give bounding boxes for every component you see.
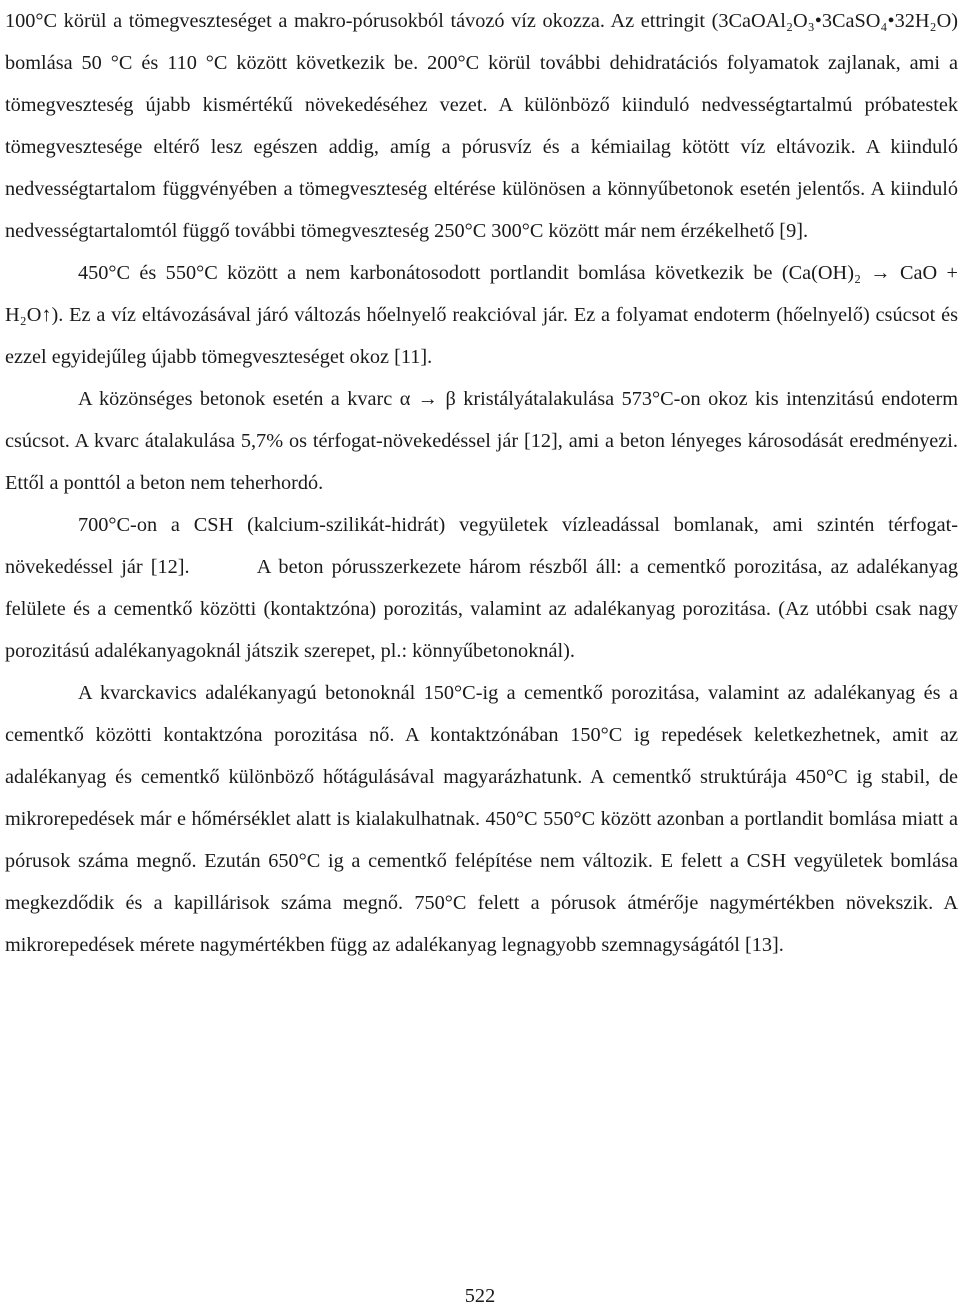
paragraph-2-text: 450°C és 550°C között a nem karbonátosodott portlandit bomlása következik be (Ca(OH)₂ → CaO + H₂O↑). Ez a víz eltávozásával járó változás hőelnyelő reakcióval jár. Ez a folyamat endoterm (hőelnyelő) csúcsot és ezzel egyidejűleg újabb tömegveszteséget okoz [11]. [5, 262, 958, 368]
paragraph-4-text-a: 700°C-on a CSH (kalcium-szilikát-hidrát) vegyületek vízleadással bomlanak, ami szintén térfogat-növekedéssel jár [12]. [5, 514, 958, 578]
page-number: 522 [464, 1285, 496, 1307]
paragraph-5 [5, 672, 958, 966]
body-text [5, 0, 958, 966]
paragraph-4 [5, 504, 958, 672]
paragraph-5-text: A kvarckavics adalékanyagú betonoknál 150°C-ig a cementkő porozitása, valamint az adalékanyag és a cementkő közötti kontaktzóna porozitása nő. A kontaktzónában 150°C ig repedések keletkezhetnek, amit az adalékanyag és cementkő különböző hőtágulásával magyarázhatunk. A cementkő struktúrája 450°C ig stabil, de mikrorepedések már e hőmérséklet alatt is kialakulhatnak. 450°C 550°C között azonban a portlandit bomlása miatt a pórusok száma megnő. Ezután 650°C ig a cementkő felépítése nem változik. E felett a CSH vegyületek bomlása megkezdődik és a kapillárisok száma megnő. 750°C felett a pórusok átmérője nagymértékben növekszik. A mikrorepedések mérete nagymértékben függ az adalékanyag legnagyobb szemnagyságától [13]. [5, 682, 958, 956]
paragraph-3 [5, 378, 958, 504]
paragraph-1 [5, 0, 958, 252]
paragraph-3-text: A közönséges betonok esetén a kvarc α → β kristályátalakulása 573°C-on okoz kis intenzitású endoterm csúcsot. A kvarc átalakulása 5,7% os térfogat-növekedéssel jár [12], ami a beton lényeges károsodását eredményezi. Ettől a ponttól a beton nem teherhordó. [5, 388, 958, 494]
paragraph-4-text-b: A beton pórusszerkezete három részből áll: a cementkő porozitása, az adalékanyag felülete és a cementkő közötti (kontaktzóna) porozitás, valamint az adalékanyag porozitása. (Az utóbbi csak nagy porozitású adalékanyagoknál játszik szerepet, pl.: könnyűbetonoknál). [5, 556, 958, 662]
paragraph-1-text: 100°C körül a tömegveszteséget a makro-pórusokból távozó víz okozza. Az ettringit (3CaOAl₂O₃•3CaSO₄•32H₂O) bomlása 50 °C és 110 °C között következik be. 200°C körül további dehidratációs folyamatok zajlanak, ami a tömegveszteség újabb kismértékű növekedéséhez vezet. A különböző kiinduló nedvességtartalmú próbatestek tömegvesztesége eltérő lesz egészen addig, amíg a pórusvíz és a kémiailag kötött víz eltávozik. A kiinduló nedvességtartalom függvényében a tömegveszteség eltérése különösen a könnyűbetonok esetén jelentős. A kiinduló nedvességtartalomtól függő további tömegveszteség 250°C 300°C között már nem érzékelhető [9]. [5, 10, 958, 242]
paragraph-2 [5, 252, 958, 378]
